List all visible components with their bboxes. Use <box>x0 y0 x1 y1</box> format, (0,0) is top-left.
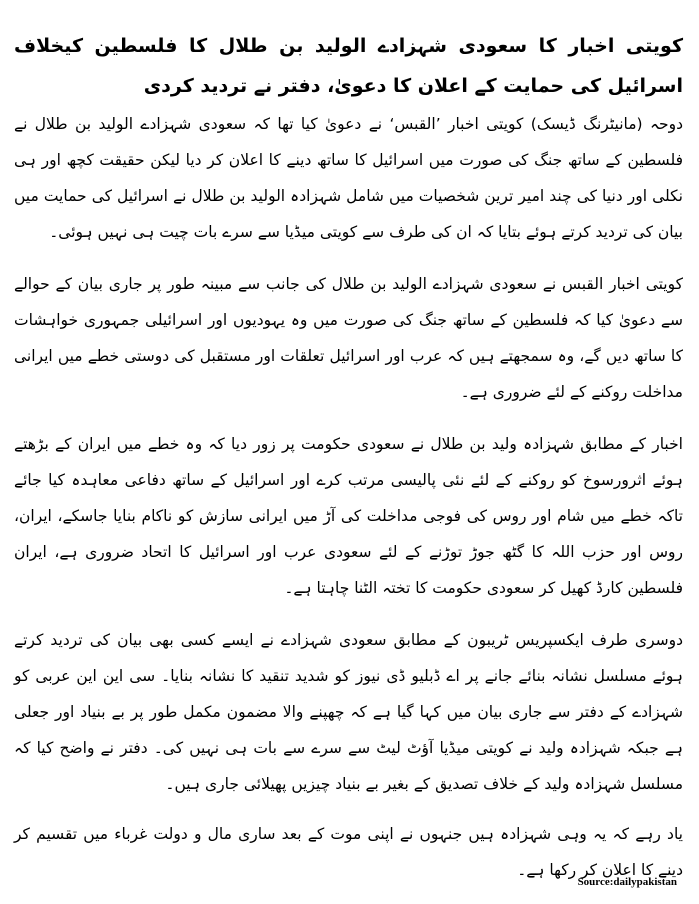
article-headline: کویتی اخبار کا سعودی شہزادے الولید بن طلال کا فلسطین کیخلاف اسرائیل کی حمایت کے اعلان کا دعویٰ، دفتر نے تردید کردی <box>14 35 683 97</box>
article-paragraph-3: اخبار کے مطابق شہزادہ ولید بن طلال نے سعودی حکومت پر زور دیا کہ وہ خطے میں ایران کے بڑھتے ہوئے اثرورسوخ کو روکنے کے لئے نئی پالیسی مرتب کرے اور اسرائیل کے ساتھ دفاعی معاہدہ کیا جائے تاکہ خطے میں شام اور روس کی فوجی مداخلت کی آڑ میں ایرانی سازش کو ناکام بنایا جاسکے، ایران، روس اور حزب اللہ کا گٹھ جوڑ توڑنے کے لئے سعودی عرب اور اسرائیل کا اتحاد ضروری ہے، ایران فلسطین کارڈ کھیل کر سعودی حکومت کا تختہ الٹنا چاہتا ہے۔ <box>14 435 683 597</box>
article-paragraph-2: کویتی اخبار القبس نے سعودی شہزادے الولید بن طلال کی جانب سے مبینہ طور پر جاری بیان کے حوالے سے دعویٰ کیا کہ فلسطین کے ساتھ جنگ کی صورت میں وہ یہودیوں اور اسرائیلی جمہوری خواہشات کا ساتھ دیں گے، وہ سمجھتے ہیں کہ عرب اور اسرائیل تعلقات اور مستقبل کی دوستی خطے میں ایرانی مداخلت روکنے کے لئے ضروری ہے۔ <box>14 275 683 401</box>
article-paragraph-4: دوسری طرف ایکسپریس ٹریبون کے مطابق سعودی شہزادے نے ایسے کسی بھی بیان کی تردید کرتے ہوئے مسلسل نشانہ بنائے جانے پر اے ڈبلیو ڈی نیوز کو شدید تنقید کا نشانہ بنایا۔ سی این این عربی کو شہزادے کے دفتر سے جاری بیان میں کہا گیا ہے کہ چھپنے والا مضمون مکمل طور پر بے بنیاد اور جعلی ہے جبکہ شہزادہ ولید نے کویتی میڈیا آؤٹ لیٹ سے سرے سے بات ہی نہیں کی۔ دفتر نے واضح کیا کہ مسلسل شہزادہ ولید کے خلاف تصدیق کے بغیر بے بنیاد چیزیں پھیلائی جاری ہیں۔ <box>14 631 683 793</box>
article-paragraph-5: یاد رہے کہ یہ وہی شہزادہ ہیں جنہوں نے اپنی موت کے بعد ساری مال و دولت غرباء میں تقسیم کر دینے کا اعلان کر رکھا ہے۔ <box>14 825 683 879</box>
article-paragraph-1: دوحہ (مانیٹرنگ ڈیسک) کویتی اخبار ’القبس‘ نے دعویٰ کیا تھا کہ سعودی شہزادے الولید بن طلال نے فلسطین کے ساتھ جنگ کی صورت میں اسرائیل کا ساتھ دینے کا اعلان کر دیا لیکن حقیقت کچھ اور ہی نکلی اور دنیا کی چند امیر ترین شخصیات میں شامل شہزادہ الولید بن طلال نے اسرائیل کی حمایت میں بیان کی تردید کرتے ہوئے بتایا کہ ان کی طرف سے کویتی میڈیا سے سرے بات چیت ہی نہیں ہوئی۔ <box>14 115 683 241</box>
source-credit: Source:dailypakistan <box>577 876 677 888</box>
